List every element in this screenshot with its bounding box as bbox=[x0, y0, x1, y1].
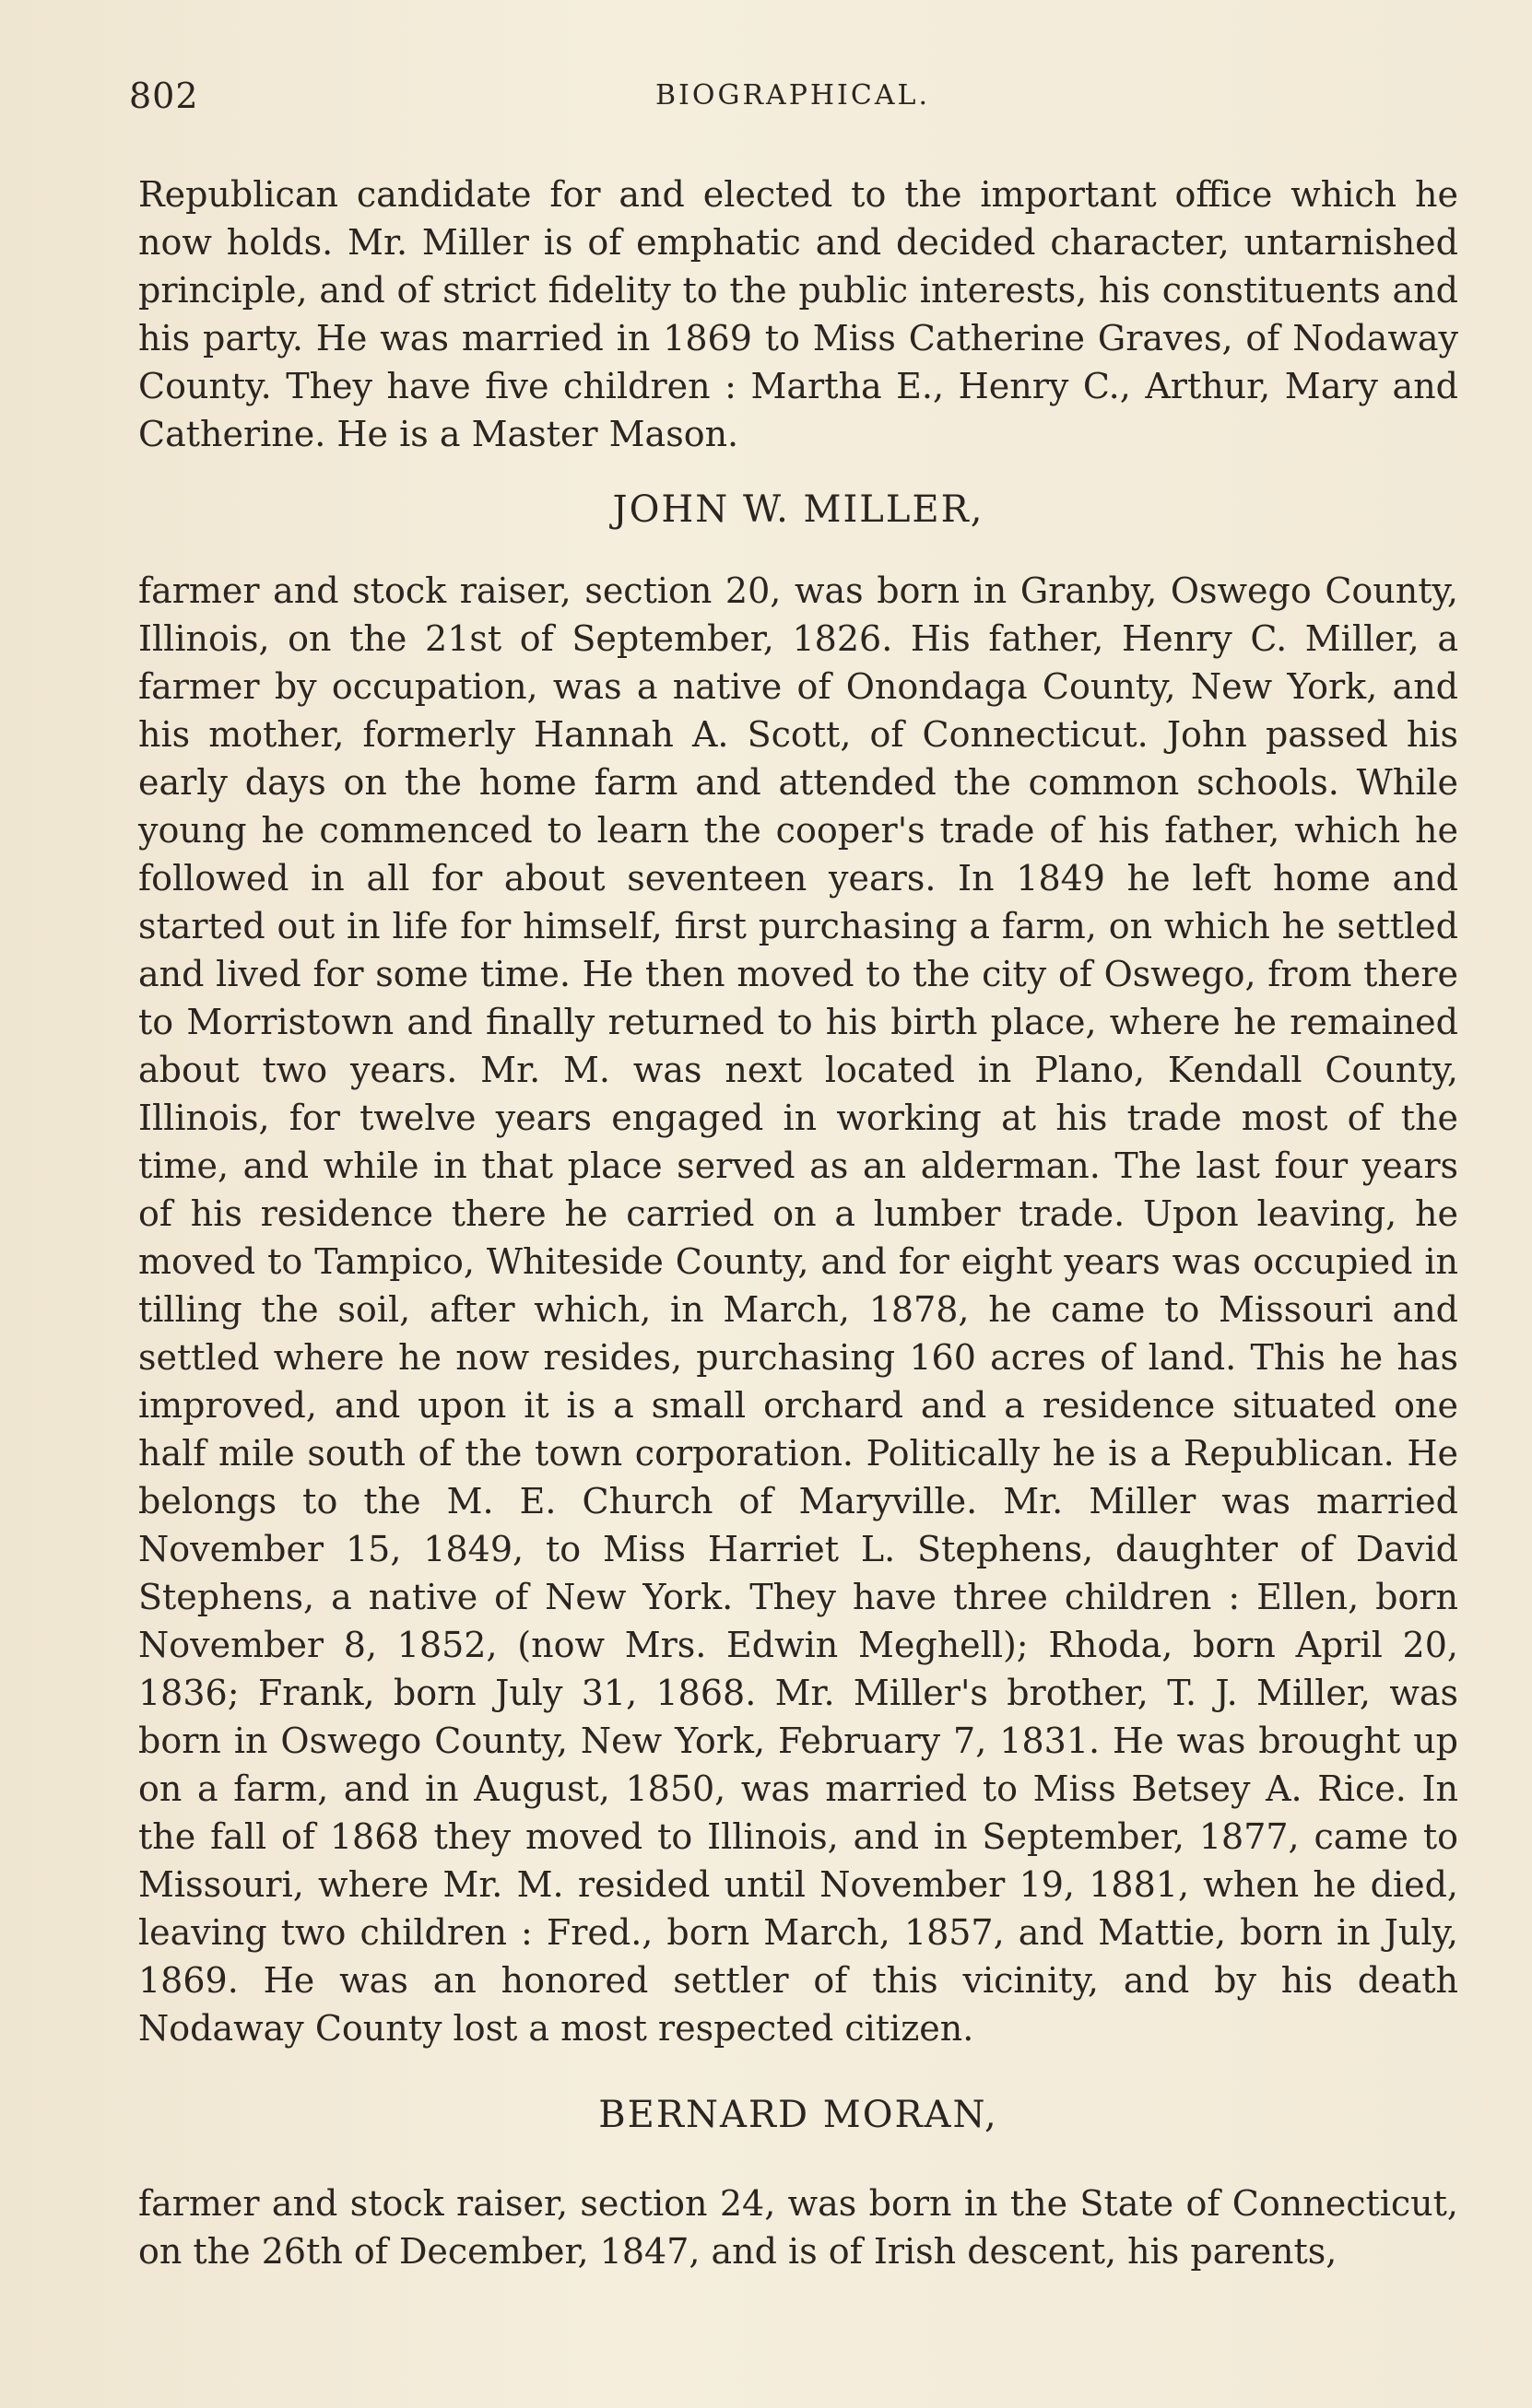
paragraph-john-w-miller: farmer and stock raiser, section 20, was born in Granby, Oswego County, Illinois, on the 21st of September, 1826. His father, Henry C. Miller, a farmer by occupation, was a native of Onondaga County, New York, and his mother, formerly Hannah A. Scott, of Connecticut. John passed his early days on the home farm and attended the common schools. While young he commenced to learn the cooper's trade of his father, which he followed in all for about seventeen years. In 1849 he left home and started out in life for himself, first purchasing a farm, on which he settled and lived for some time. He then moved to the city of Oswego, from there to Morristown and finally returned to his birth place, where he remained about two years. Mr. M. was next located in Plano, Kendall County, Illinois, for twelve years engaged in working at his trade most of the time, and while in that place served as an alderman. The last four years of his residence there he carried on a lumber trade. Upon leaving, he moved to Tampico, Whiteside County, and for eight years was occupied in tilling the soil, after which, in March, 1878, he came to Missouri and settled where he now resides, purchasing 160 acres of land. This he has improved, and upon it is a small orchard and a residence situated one half mile south of the town corporation. Politically he is a Republican. He belongs to the M. E. Church of Maryville. Mr. Miller was married November 15, 1849, to Miss Harriet L. Stephens, daughter of David Stephens, a native of New York. They have three children : Ellen, born November 8, 1852, (now Mrs. Edwin Meghell); Rhoda, born April 20, 1836; Frank, born July 31, 1868. Mr. Miller's brother, T. J. Miller, was born in Oswego County, New York, February 7, 1831. He was brought up on a farm, and in August, 1850, was married to Miss Betsey A. Rice. In the fall of 1868 they moved to Illinois, and in September, 1877, came to Missouri, where Mr. M. resided until November 19, 1881, when he died, leaving two children : Fred., born March, 1857, and Mattie, born in July, 1869. He was an honored settler of this vicinity, and by his death Nodaway County lost a most respected citizen. bbox=[138, 570, 1458, 2049]
paragraph-bernard-moran: farmer and stock raiser, section 24, was born in the State of Connecticut, on the 26th of December, 1847, and is of Irish descent, his parents, bbox=[138, 2183, 1458, 2272]
paragraph-continuation: Republican candidate for and elected to the important office which he now holds. Mr. Miller is of emphatic and decided character, untarnished principle, and of strict fidelity to the public interests, his constituents and his party. He was married in 1869 to Miss Catherine Graves, of Nodaway County. They have five children : Martha E., Henry C., Arthur, Mary and Catherine. He is a Master Mason. bbox=[138, 174, 1458, 454]
section-title: BIOGRAPHICAL. bbox=[655, 79, 930, 112]
page-number: 802 bbox=[129, 76, 199, 116]
biography-heading-bernard-moran: BERNARD MORAN, bbox=[598, 2094, 998, 2136]
running-head bbox=[129, 76, 1456, 131]
biography-heading-john-w-miller: JOHN W. MILLER, bbox=[612, 488, 984, 531]
